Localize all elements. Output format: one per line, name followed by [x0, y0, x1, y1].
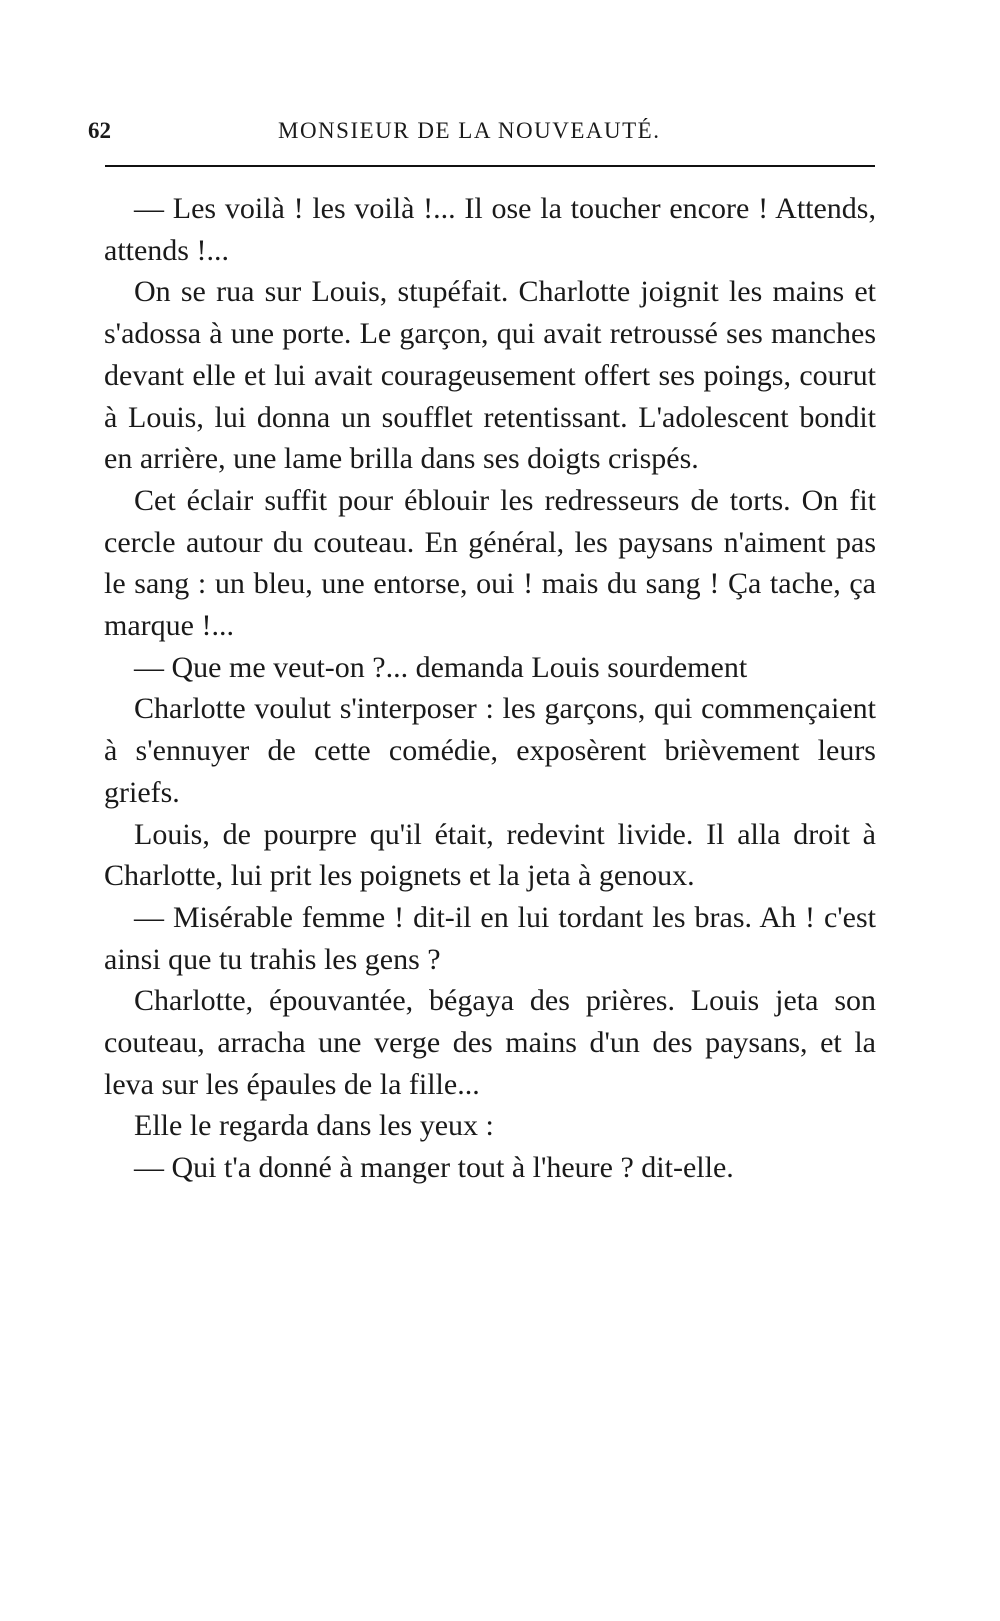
paragraph: — Les voilà ! les voilà !... Il ose la toucher encore ! Attends, attends !...	[104, 192, 876, 267]
body-text	[104, 188, 876, 1189]
header-rule	[105, 165, 875, 167]
paragraph: — Misérable femme ! dit-il en lui tordant les bras. Ah ! c'est ainsi que tu trahis les gens ?	[104, 900, 876, 976]
paragraph: Charlotte voulut s'interposer : les garçons, qui commençaient à s'ennuyer de cette comédie, exposèrent brièvement leurs griefs.	[104, 692, 876, 809]
paragraph: — Qui t'a donné à manger tout à l'heure ? dit-elle.	[134, 1151, 734, 1185]
paragraph: On se rua sur Louis, stupéfait. Charlotte joignit les mains et s'adossa à une porte. Le garçon, qui avait retroussé ses manches devant elle et lui avait courageusement offert ses poings, courut à Louis, lui donna un soufflet retentissant. L'adolescent bondit en arrière, une lame brilla dans ses doigts crispés.	[104, 275, 876, 476]
running-title: MONSIEUR DE LA NOUVEAUTÉ.	[278, 118, 661, 143]
paragraph: Elle le regarda dans les yeux :	[134, 1109, 494, 1143]
paragraph: Cet éclair suffit pour éblouir les redresseurs de torts. On fit cercle autour du couteau. En général, les paysans n'aiment pas le sang : un bleu, une entorse, oui ! mais du sang ! Ça tache, ça marque !...	[104, 483, 876, 643]
paragraph: — Que me veut-on ?... demanda Louis sourdement	[134, 650, 748, 684]
paragraph: Louis, de pourpre qu'il était, redevint livide. Il alla droit à Charlotte, lui prit les poignets et la jeta à genoux.	[104, 817, 876, 893]
paragraph: Charlotte, épouvantée, bégaya des prières. Louis jeta son couteau, arracha une verge des mains d'un des paysans, et la leva sur les épaules de la fille...	[104, 984, 876, 1101]
page-header	[88, 118, 874, 148]
page-number: 62	[88, 118, 111, 143]
